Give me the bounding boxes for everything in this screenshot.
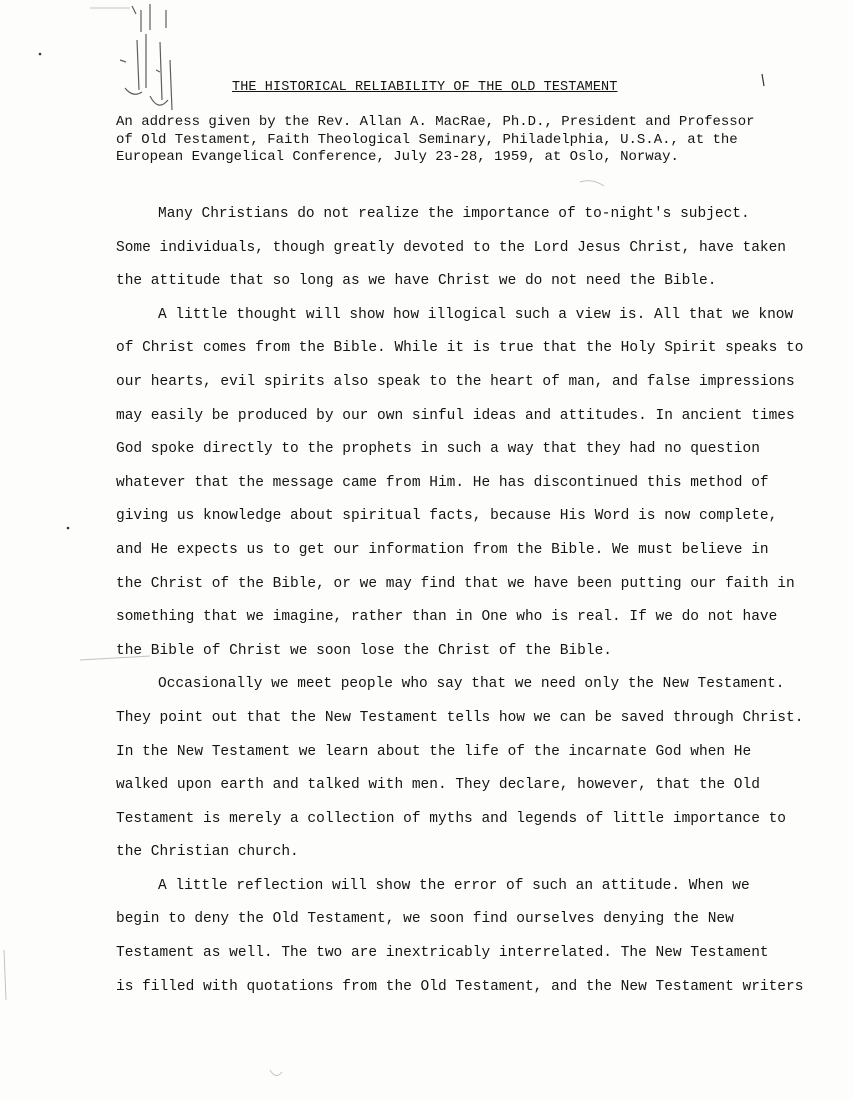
intro-block (116, 114, 806, 167)
paragraph-1-line: the attitude that so long as we have Christ we do not need the Bible. (116, 273, 717, 290)
intro-line: An address given by the Rev. Allan A. MacRae, Ph.D., President and Professor (116, 114, 755, 130)
paragraph-1-line: Many Christians do not realize the importance of to-night's subject. (158, 206, 750, 222)
paragraph-3-line: They point out that the New Testament tells how we can be saved through Christ. (116, 709, 804, 726)
paragraph-2-line: the Bible of Christ we soon lose the Christ of the Bible. (116, 642, 612, 659)
paragraph-2-line: the Christ of the Bible, or we may find that we have been putting our faith in (116, 575, 795, 592)
paragraph-2-line: of Christ comes from the Bible. While it is true that the Holy Spirit speaks to (116, 340, 804, 357)
paragraph-2-line: our hearts, evil spirits also speak to the heart of man, and false impressions (116, 373, 795, 390)
paragraph-3-line: Occasionally we meet people who say that we need only the New Testament. (158, 676, 785, 693)
paragraph-3-line: In the New Testament we learn about the life of the incarnate God when He (116, 743, 752, 760)
paragraph-2-line: whatever that the message came from Him. He has discontinued this method of (116, 474, 769, 491)
paragraph-2-line: giving us knowledge about spiritual facts, because His Word is now complete, (116, 508, 778, 525)
paragraph-4-line: begin to deny the Old Testament, we soon find ourselves denying the New (116, 911, 734, 928)
paragraph-2-line: something that we imagine, rather than in One who is real. If we do not have (116, 609, 778, 626)
body-text (116, 198, 816, 1004)
paragraph-4-line: Testament as well. The two are inextricably interrelated. The New Testament (116, 945, 769, 962)
paragraph-2-line: and He expects us to get our information from the Bible. We must believe in (116, 541, 769, 558)
intro-line: European Evangelical Conference, July 23-28, 1959, at Oslo, Norway. (116, 149, 679, 165)
paragraph-2-line: A little thought will show how illogical such a view is. All that we know (158, 306, 794, 323)
paragraph-3-line: Testament is merely a collection of myths and legends of little importance to (116, 810, 787, 827)
paragraph-4-line: is filled with quotations from the Old Testament, and the New Testament writers (116, 978, 804, 995)
paragraph-3-line: the Christian church. (116, 844, 299, 861)
intro-line: of Old Testament, Faith Theological Seminary, Philadelphia, U.S.A., at the (116, 131, 738, 148)
paragraph-3-line: walked upon earth and talked with men. They declare, however, that the Old (116, 777, 760, 794)
paragraph-4-line: A little reflection will show the error of such an attitude. When we (158, 877, 750, 894)
paragraph-2-line: may easily be produced by our own sinful ideas and attitudes. In ancient times (116, 407, 795, 424)
paragraph-1-line: Some individuals, though greatly devoted to the Lord Jesus Christ, have taken (116, 239, 787, 256)
document-title: THE HISTORICAL RELIABILITY OF THE OLD TESTAMENT (232, 80, 618, 95)
paragraph-2-line: God spoke directly to the prophets in such a way that they had no question (116, 441, 760, 458)
